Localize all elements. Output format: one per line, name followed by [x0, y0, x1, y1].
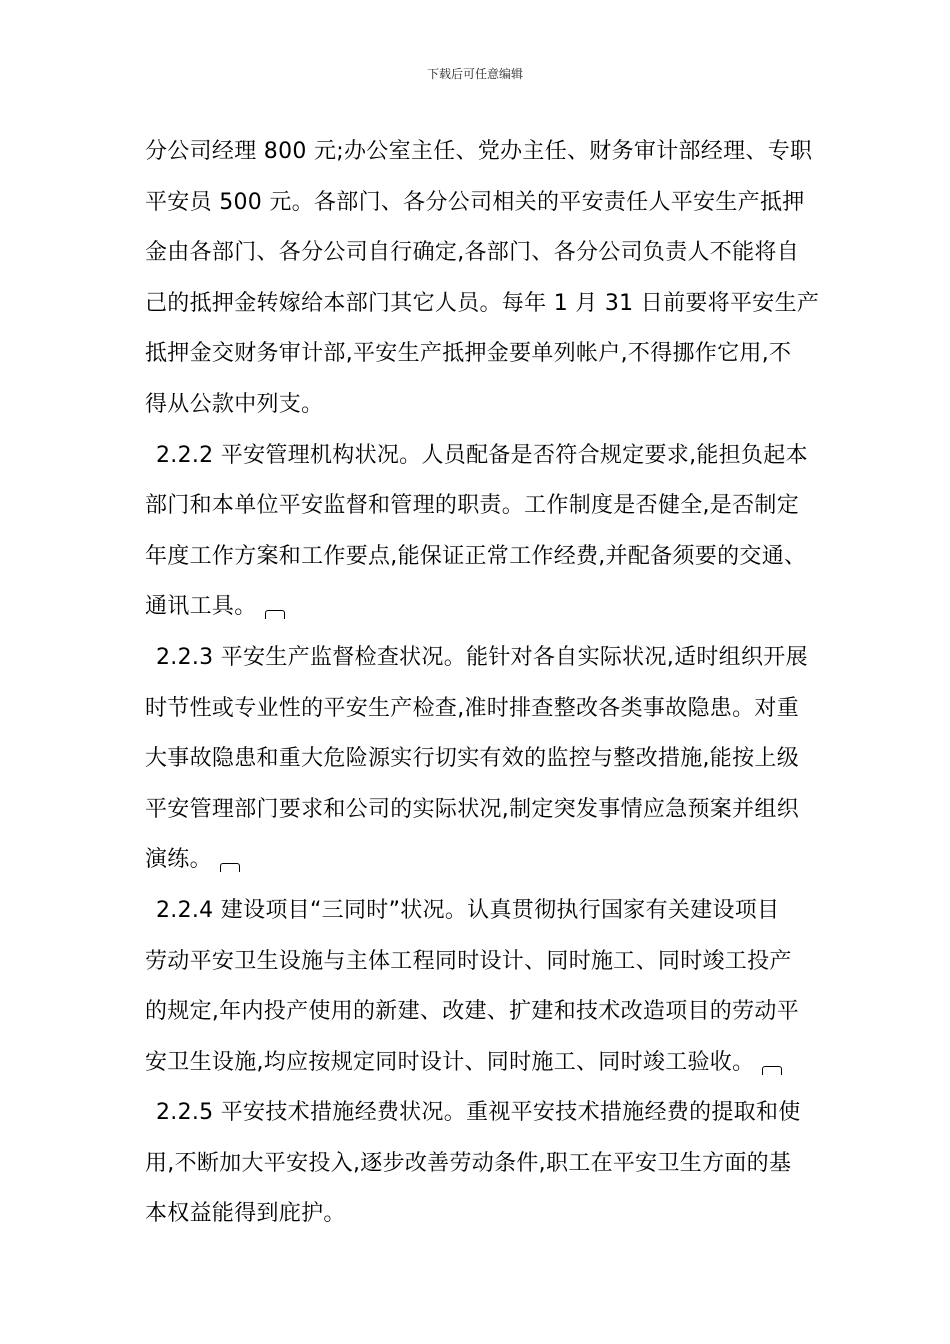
paragraph-line: 2.2.4 建设项目“三同时”状况。认真贯彻执行国家有关建设项目: [156, 897, 780, 923]
paragraph-line: 劳动平安卫生设施与主体工程同时设计、同时施工、同时竣工投产: [145, 948, 792, 974]
paragraph-line: 年度工作方案和工作要点,能保证正常工作经费,并配备须要的交通、: [145, 543, 807, 569]
paragraph-line: 大事故隐患和重大危险源实行切实有效的监控与整改措施,能按上级: [145, 746, 799, 772]
paragraph-line-text: 通讯工具。: [145, 594, 257, 620]
paragraph-line: 2.2.3 平安生产监督检查状况。能针对各自实际状况,适时组织开展: [156, 644, 808, 670]
paragraph-line: 平安管理部门要求和公司的实际状况,制定突发事情应急预案并组织: [145, 796, 799, 822]
paragraph-mark-icon: [265, 610, 285, 619]
paragraph-line: 平安员 500 元。各部门、各分公司相关的平安责任人平安生产抵押: [145, 189, 805, 215]
paragraph-mark-icon: [762, 1066, 782, 1075]
paragraph-line-text: 演练。: [145, 847, 212, 873]
paragraph-2-2-3: [145, 633, 813, 886]
paragraph-line: 本权益能得到庇护。: [145, 1201, 346, 1227]
paragraph-line: 分公司经理 800 元;办公室主任、党办主任、财务审计部经理、专职: [145, 139, 813, 164]
paragraph-2-2-2: [145, 431, 813, 633]
paragraph-line: 部门和本单位平安监督和管理的职责。工作制度是否健全,是否制定: [145, 493, 799, 519]
paragraph-mark-icon: [220, 863, 240, 872]
page-header: 下载后可任意编辑: [426, 67, 523, 81]
document-body: [145, 127, 820, 1240]
paragraph-line: 的规定,年内投产使用的新建、改建、扩建和技术改造项目的劳动平: [145, 999, 799, 1025]
paragraph-line: 金由各部门、各分公司自行确定,各部门、各分公司负责人不能将自: [145, 240, 799, 266]
paragraph-2-2-5: [145, 1088, 813, 1240]
paragraph-end-line: [145, 582, 813, 633]
paragraph-2-2-4: [145, 886, 813, 1088]
paragraph-line: 时节性或专业性的平安生产检查,准时排查整改各类事故隐患。对重: [145, 695, 799, 721]
paragraph-end-line: [145, 835, 813, 886]
paragraph-line: 得从公款中列支。: [145, 391, 324, 417]
paragraph-deposit: [145, 127, 820, 431]
paragraph-line: 己的抵押金转嫁给本部门其它人员。每年 1 月 31 日前要将平安生产: [145, 290, 820, 316]
paragraph-line: 抵押金交财务审计部,平安生产抵押金要单列帐户,不得挪作它用,不: [145, 341, 792, 367]
paragraph-end-line: [145, 1038, 813, 1089]
paragraph-line: 用,不断加大平安投入,逐步改善劳动条件,职工在平安卫生方面的基: [145, 1150, 792, 1176]
paragraph-line-text: 安卫生设施,均应按规定同时设计、同时施工、同时竣工验收。: [145, 1049, 755, 1075]
paragraph-line: 2.2.2 平安管理机构状况。人员配备是否符合规定要求,能担负起本: [156, 442, 808, 468]
paragraph-line: 2.2.5 平安技术措施经费状况。重视平安技术措施经费的提取和使: [156, 1100, 801, 1126]
